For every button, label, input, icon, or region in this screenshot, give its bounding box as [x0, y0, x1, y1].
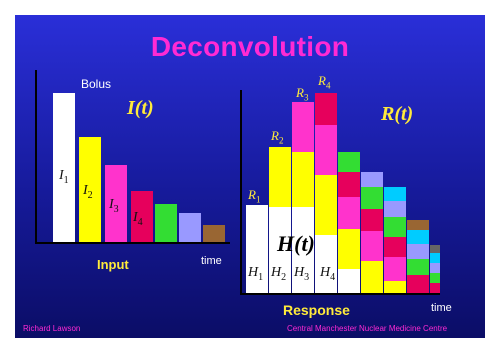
- resp-c8-brown: [407, 220, 429, 230]
- footer-institution: Central Manchester Nuclear Medicine Centre: [287, 324, 448, 333]
- resp-c8-red: [407, 275, 429, 293]
- resp-c3-magenta: [292, 102, 314, 152]
- resp-c9-cyan: [430, 253, 440, 263]
- resp-c8-cyan: [407, 230, 429, 244]
- resp-c9-green: [430, 273, 440, 283]
- h-label-3: $H_3$: [294, 265, 310, 283]
- footer-author: Richard Lawson: [23, 324, 81, 333]
- resp-c2-yellow: [269, 147, 291, 207]
- input-label-1: $I_1$: [59, 168, 69, 186]
- resp-c7-yellow: [384, 281, 406, 293]
- response-bars: [242, 15, 442, 295]
- resp-c9-red: [430, 283, 440, 293]
- resp-c8-lilac: [407, 244, 429, 259]
- resp-c6-red: [361, 209, 383, 231]
- resp-c4-magenta: [315, 125, 337, 175]
- response-function-label: R(t): [381, 103, 414, 125]
- resp-c6-green: [361, 187, 383, 209]
- resp-c5-magenta: [338, 197, 360, 229]
- r-label-1: $R_1$: [248, 187, 261, 205]
- response-time-label: time: [431, 302, 452, 314]
- r-label-4: $R_4$: [318, 73, 331, 91]
- input-label-4: $I_4$: [133, 210, 143, 228]
- resp-c7-red: [384, 237, 406, 257]
- resp-c4-white: [315, 235, 337, 293]
- input-bar-7: [203, 225, 225, 242]
- resp-c7-green: [384, 217, 406, 237]
- h-label-2: $H_2$: [271, 265, 287, 283]
- h-label-4: $H_4$: [320, 265, 336, 283]
- resp-c6-magenta: [361, 231, 383, 261]
- resp-c6-lilac: [361, 172, 383, 187]
- input-axis-label: Input: [97, 257, 129, 272]
- resp-c5-white: [338, 269, 360, 293]
- response-axis-label: Response: [283, 302, 350, 318]
- resp-c7-lilac: [384, 201, 406, 217]
- resp-c9-grey: [430, 245, 440, 253]
- input-y-axis: [35, 70, 37, 242]
- resp-c8-green: [407, 259, 429, 275]
- resp-c5-yellow: [338, 229, 360, 269]
- input-function-label: I(t): [127, 97, 154, 119]
- r-label-3: $R_3$: [296, 85, 309, 103]
- h-label-1: $H_1$: [248, 265, 264, 283]
- resp-c7-cyan: [384, 187, 406, 201]
- input-x-axis: [35, 242, 230, 244]
- slide-title: Deconvolution: [150, 31, 350, 62]
- input-bar-6: [179, 213, 201, 242]
- input-label-2: $I_2$: [83, 183, 93, 201]
- h-function-label: H(t): [277, 231, 315, 256]
- input-label-3: $I_3$: [109, 197, 119, 215]
- resp-c5-red: [338, 172, 360, 197]
- input-bar-5: [155, 204, 177, 242]
- resp-c3-yellow: [292, 152, 314, 207]
- resp-c5-green: [338, 152, 360, 172]
- input-time-label: time: [201, 255, 222, 267]
- r-label-2: $R_2$: [271, 128, 284, 146]
- resp-c4-yellow: [315, 175, 337, 235]
- bolus-label: Bolus: [81, 77, 112, 91]
- resp-c4-red: [315, 93, 337, 125]
- slide: [15, 15, 485, 338]
- resp-c9-lilac: [430, 263, 440, 273]
- resp-c6-yellow: [361, 261, 383, 293]
- resp-c7-magenta: [384, 257, 406, 281]
